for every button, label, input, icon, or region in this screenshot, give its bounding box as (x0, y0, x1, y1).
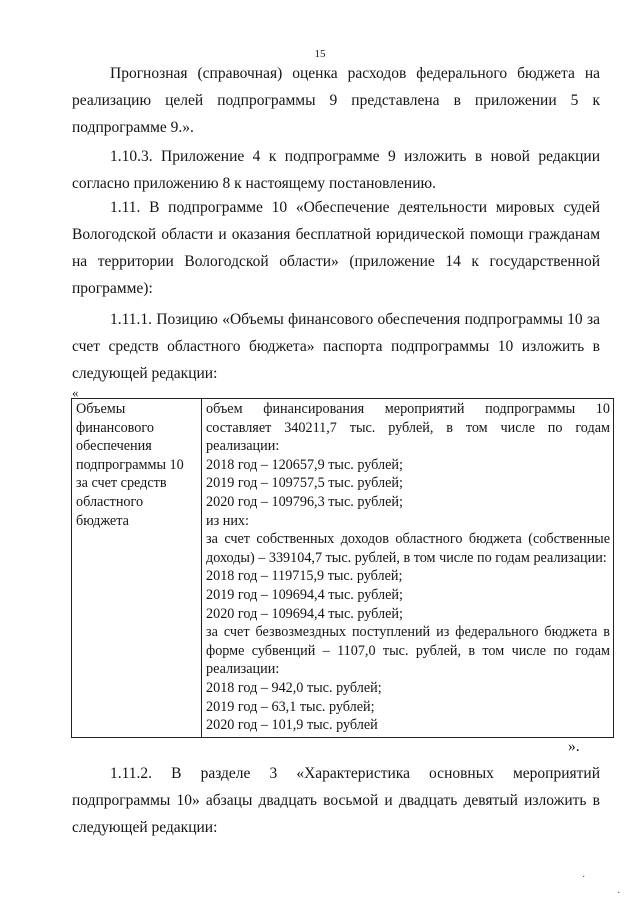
table-line: объем финансирования мероприятий подпрограммы 10 составляет 340211,7 тыс. рублей, в том числе по годам реализации: (206, 401, 610, 455)
table-line: 2020 год – 109796,3 тыс. рублей; (206, 493, 403, 510)
table-value-cell (202, 399, 614, 738)
funding-table (71, 398, 614, 738)
table-line: за счет безвозмездных поступлений из федерального бюджета в форме субвенций – 1107,0 тыс. рублей, в том числе по годам реализации: (206, 624, 610, 678)
page-number: 15 (314, 48, 326, 60)
table-line: 2020 год – 109694,4 тыс. рублей; (206, 605, 403, 622)
paragraph-forecast-estimate: Прогнозная (справочная) оценка расходов федерального бюджета на реализацию целей подпрограммы 9 представлена в приложении 5 к подпрограмме 9.». (72, 65, 600, 136)
paragraph-1-11: 1.11. В подпрограмме 10 «Обеспечение деятельности мировых судей Вологодской области и оказания бесплатной юридической помощи гражданам на территории Вологодской области» (приложение 14 к государственной программе): (72, 199, 600, 297)
table-line: 2018 год – 120657,9 тыс. рублей; (206, 456, 403, 473)
table-line: 2019 год – 109694,4 тыс. рублей; (206, 586, 403, 603)
table-line: 2019 год – 63,1 тыс. рублей; (206, 698, 375, 715)
opening-quote: « (72, 385, 79, 400)
table-line: 2018 год – 119715,9 тыс. рублей; (206, 568, 403, 585)
table-label-cell: Объемы финансового обеспечения подпрограммы 10 за счет средств областного бюджета (72, 399, 202, 738)
table-line: из них: (206, 512, 249, 529)
closing-quote: ». (568, 738, 580, 755)
table-line: 2020 год – 101,9 тыс. рублей (206, 717, 378, 734)
paragraph-1-11-1: 1.11.1. Позицию «Объемы финансового обеспечения подпрограммы 10 за счет средств областного бюджета» паспорта подпрограммы 10 изложить в следующей редакции: (72, 311, 600, 382)
paragraph-1-11-2: 1.11.2. В разделе 3 «Характеристика основных мероприятий подпрограммы 10» абзацы двадцать восьмой и двадцать девятый изложить в следующей редакции: (72, 765, 600, 836)
paragraph-1-10-3: 1.10.3. Приложение 4 к подпрограмме 9 изложить в новой редакции согласно приложению 8 к настоящему постановлению. (72, 148, 600, 192)
table-line: 2019 год – 109757,5 тыс. рублей; (206, 475, 403, 492)
table-row (72, 399, 614, 738)
scan-speck: · (582, 872, 586, 883)
scan-speck: · (617, 888, 621, 899)
table-line: 2018 год – 942,0 тыс. рублей; (206, 679, 382, 696)
table-line: за счет собственных доходов областного бюджета (собственные доходы) – 339104,7 тыс. рублей, в том числе по годам реализации: (206, 531, 610, 566)
